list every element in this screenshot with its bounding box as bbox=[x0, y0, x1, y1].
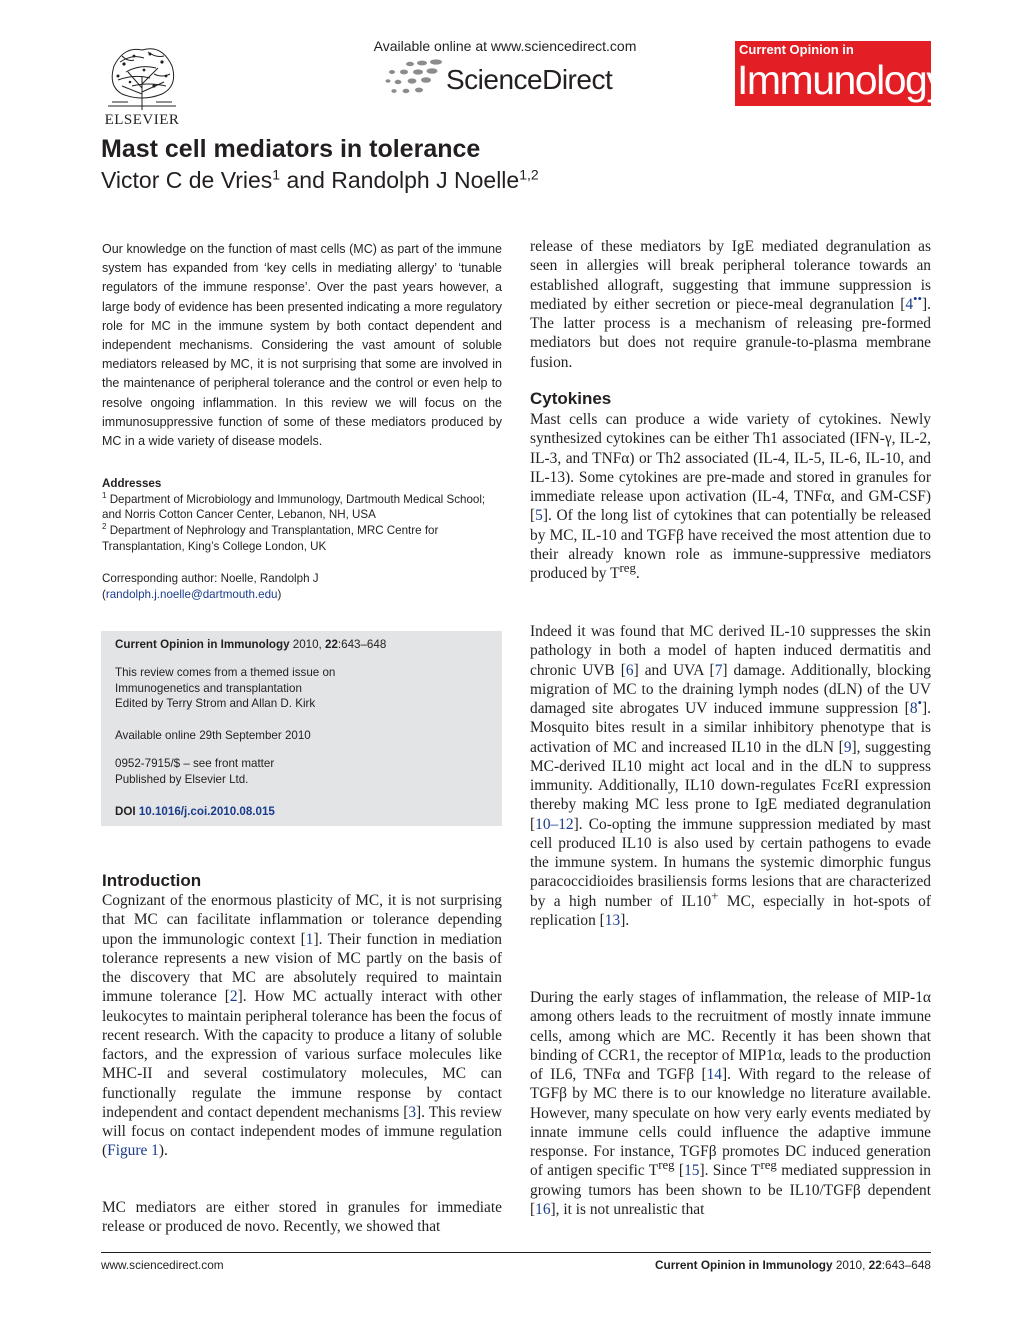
info-volume: 22 bbox=[325, 638, 338, 651]
doi-link[interactable]: 10.1016/j.coi.2010.08.015 bbox=[138, 805, 275, 818]
intro-p1-text-2: ]. Their function in mediation tolerance represents a new vision of MC partly on the basis of the discovery that MC are absolutely required to maintain immune tolerance [ bbox=[102, 930, 502, 1006]
info-journal: Current Opinion in Immunology bbox=[115, 638, 290, 651]
treg-sup-3: reg bbox=[760, 1158, 777, 1173]
ref-13[interactable]: 13 bbox=[604, 911, 621, 929]
cyto-p2-text-2: ] and UVA [ bbox=[633, 661, 715, 679]
intro-p1-text-1: Cognizant of the enormous plasticity of MC, it is not surprising that MC can facilitate inflammation or tolerance depending upon the immunologic context [ bbox=[102, 892, 502, 948]
sciencedirect-dots-icon bbox=[384, 58, 446, 98]
info-theme-line1: This review comes from a themed issue on bbox=[115, 666, 336, 679]
ref-6[interactable]: 6 bbox=[625, 661, 634, 679]
addresses-heading: Addresses bbox=[102, 477, 162, 490]
corresponding-email-link[interactable]: randolph.j.noelle@dartmouth.edu bbox=[105, 587, 278, 601]
cyto-p3-text-3: [ bbox=[674, 1162, 685, 1180]
sciencedirect-wordmark: ScienceDirect bbox=[446, 64, 613, 95]
footer-pages: :643–648 bbox=[881, 1258, 931, 1272]
cyto-p3-text-6: ], it is not unrealistic that bbox=[550, 1200, 705, 1218]
info-issn: 0952-7915/$ – see front matter bbox=[115, 757, 275, 770]
article-info-box bbox=[101, 631, 502, 826]
address-2-text: Department of Nephrology and Transplantation, MRC Centre for Transplantation, King’s College London, UK bbox=[102, 524, 439, 553]
author-2-affiliation: 1,2 bbox=[519, 166, 539, 183]
author-conjunction: and bbox=[280, 167, 332, 193]
ref-14[interactable]: 14 bbox=[706, 1066, 722, 1083]
cyto-p1-text-1: Mast cells can produce a wide variety of cytokines. Newly synthesized cytokines can be either Th1 associated (IFN-γ, IL-2, IL-3, and TNFα) or Th2 associated (IL-4, IL-5, IL-6, IL-10, and IL-13). Some cytokines are pre-made and stored in granules for immediate release upon activation (IL-4, TNFα, and GM-CSF) [ bbox=[530, 411, 931, 525]
publisher-name: ELSEVIER bbox=[104, 112, 180, 128]
email-close-paren: ) bbox=[277, 587, 282, 601]
authors bbox=[101, 167, 539, 194]
info-pages: :643–648 bbox=[337, 638, 387, 651]
addresses bbox=[102, 476, 502, 555]
ref-15[interactable]: 15 bbox=[684, 1162, 700, 1180]
corresponding-author-email-line bbox=[102, 587, 502, 603]
footer-year: 2010, bbox=[832, 1258, 869, 1272]
footer-divider bbox=[101, 1252, 931, 1253]
corresponding-author bbox=[102, 571, 502, 602]
footer-volume: 22 bbox=[868, 1258, 882, 1272]
treg-sup-2: reg bbox=[658, 1158, 675, 1173]
cytokines-heading: Cytokines bbox=[530, 389, 612, 408]
cyto-p2-text-8: ]. bbox=[620, 911, 630, 929]
journal-logo-main: Immunology bbox=[737, 57, 946, 103]
cyto-p2-text-4: ]. Mosquito bites result in a similar inhibitory phenotype that is activation of MC and increased IL10 in the dLN [ bbox=[530, 700, 931, 756]
info-doi bbox=[115, 804, 495, 820]
right-p1-text-1: release of these mediators by IgE mediated degranulation as seen in allergies will break peripheral tolerance towards an established allograft, suggesting that immune suppression is mediated by either secretion or piece-meal degranulation [ bbox=[530, 238, 931, 313]
address-2 bbox=[102, 523, 502, 554]
info-published: Published by Elsevier Ltd. bbox=[115, 772, 249, 786]
article-title: Mast cell mediators in tolerance bbox=[101, 135, 481, 163]
ref-9[interactable]: 9 bbox=[843, 738, 852, 756]
ref-3[interactable]: 3 bbox=[408, 1103, 417, 1121]
doi-label: DOI bbox=[115, 805, 136, 818]
available-online-text[interactable]: Available online at www.sciencedirect.com bbox=[373, 38, 637, 54]
author-1-affiliation: 1 bbox=[272, 166, 281, 183]
intro-paragraph-1 bbox=[102, 891, 502, 1161]
figure-1-link[interactable]: Figure 1 bbox=[107, 1142, 159, 1160]
intro-p1-text-3: ]. How MC actually interact with other leukocytes to maintain peripheral tolerance has been the focus of recent research. With the capacity to produce a litany of soluble factors, and the expression of various surface molecules like MHC-II and several costimulatory molecules, MC can functionally regulate the immune response by contact independent and contact dependent mechanisms [ bbox=[102, 988, 502, 1121]
cyto-p2-text-5: ], suggesting MC-derived IL10 might act local and in the dLN to suppress immunity. Additionally, IL10 down-regulates FcεRI expression thereby making MC less prone to IgE mediated degranulation [ bbox=[530, 738, 931, 833]
ref-5[interactable]: 5 bbox=[535, 507, 543, 525]
address-1-number: 1 bbox=[102, 490, 107, 500]
sciencedirect-logo[interactable] bbox=[384, 58, 644, 102]
ref-4-importance: •• bbox=[913, 291, 923, 306]
treg-sup: reg bbox=[619, 560, 636, 575]
introduction-heading: Introduction bbox=[102, 871, 202, 890]
address-2-number: 2 bbox=[102, 522, 107, 532]
ref-16[interactable]: 16 bbox=[535, 1200, 551, 1218]
cyto-p3-text-4: ]. Since T bbox=[699, 1162, 761, 1180]
author-1[interactable]: Victor C de Vries bbox=[101, 167, 273, 193]
info-theme bbox=[115, 665, 495, 712]
info-year: 2010, bbox=[289, 638, 326, 651]
info-theme-line2: Immunogenetics and transplantation bbox=[115, 681, 302, 695]
cyto-p2-text-6: ]. Co-opting the immune suppression mediated by mast cell produced IL10 is also used by certain pathogens to evade the immune system. In humans the systemic dimorphic fungus paracoccidioides brasiliensis forms lesions that are characterized by a high number of IL10 bbox=[530, 815, 931, 910]
right-p1-text-2: ]. The latter process is a mechanism of releasing pre-formed mediators but does not require granule-to-plasma membrane fusion. bbox=[530, 295, 931, 371]
intro-paragraph-2: MC mediators are either stored in granules for immediate release or produced de novo. Recently, we showed that bbox=[102, 1199, 502, 1236]
abstract: Our knowledge on the function of mast cells (MC) as part of the immune system has expanded from ‘key cells in mediating allergy’ to ‘tunable regulators of the immune response’. Over the past years however, a large body of evidence has been presented indicating a more regulatory role for MC in the immune system by both contact dependent and independent mechanisms. Considering the vast amount of soluble mediators released by MC, it is not surprising that some are involved in the maintenance of peripheral tolerance and the control or even help to resolve ongoing inflammation. In this review we will focus on the immunosuppressive function of some of these mediators produced by MC in a wide variety of disease models. bbox=[102, 242, 502, 449]
footer-journal: Current Opinion in Immunology bbox=[654, 1258, 833, 1272]
ref-1[interactable]: 1 bbox=[305, 930, 314, 948]
ref-2[interactable]: 2 bbox=[229, 988, 238, 1006]
cyto-p1-text-3: . bbox=[635, 565, 640, 582]
ref-4[interactable]: 4 bbox=[905, 295, 914, 313]
intro-p1-text-4: ]. This review will focus on contact independent modes of immune regulation ( bbox=[102, 1103, 502, 1160]
cyto-p3-text-5: mediated suppression in growing tumors has been shown to be IL10/TGFβ dependent [ bbox=[530, 1162, 931, 1218]
info-citation bbox=[115, 637, 495, 653]
elsevier-logo bbox=[100, 42, 184, 130]
ref-8[interactable]: 8 bbox=[909, 700, 918, 717]
il10-plus-sup: + bbox=[711, 888, 719, 903]
address-1 bbox=[102, 492, 502, 523]
elsevier-tree-icon bbox=[104, 42, 180, 110]
corresponding-author-label: Corresponding author: Noelle, Randolph J bbox=[102, 572, 319, 585]
intro-p1-text-5: ). bbox=[158, 1142, 168, 1160]
cyto-p2-text-7: MC, especially in hot-spots of replication [ bbox=[530, 892, 931, 929]
cyto-p3-text-2: ]. With regard to the release of TGFβ by MC there is to our knowledge no literature available. However, many speculate on how very early events mediated by innate immune cells could influence the adaptive immune response. For instance, TGFβ promotes DC induced generation of antigen specific T bbox=[530, 1066, 931, 1180]
footer-citation bbox=[655, 1258, 931, 1272]
ref-8-importance: • bbox=[917, 695, 923, 710]
address-1-text: Department of Microbiology and Immunology, Dartmouth Medical School; and Norris Cotton Cancer Center, Lebanon, NH, USA bbox=[102, 492, 486, 522]
ref-7[interactable]: 7 bbox=[714, 661, 723, 679]
cyto-p2-text-1: Indeed it was found that MC derived IL-10 suppresses the skin pathology in both a model of hapten induced dermatitis and chronic UVB [ bbox=[530, 623, 931, 679]
cytokines-paragraph-2 bbox=[530, 622, 931, 930]
info-available: Available online 29th September 2010 bbox=[115, 729, 311, 742]
cyto-p3-text-1: During the early stages of inflammation, the release of MIP-1α among others leads to the recruitment of mostly innate immune cells, among which are MC. Recently it has been shown that binding of CCR1, the receptor of MIP1α, leads to the production of IL6, TNFα and TGFβ [ bbox=[530, 989, 931, 1083]
email-open-paren: ( bbox=[102, 587, 106, 601]
info-theme-line3: Edited by Terry Strom and Allan D. Kirk bbox=[115, 697, 316, 710]
cytokines-paragraph-3 bbox=[530, 988, 931, 1219]
footer-url[interactable]: www.sciencedirect.com bbox=[101, 1258, 224, 1272]
author-2[interactable]: Randolph J Noelle bbox=[331, 167, 520, 193]
info-copyright bbox=[115, 756, 495, 787]
cyto-p2-text-3: ] damage. Additionally, blocking migration of MC to the draining lymph nodes (dLN) of the UV damaged site abrogates UV induced immune suppression [ bbox=[530, 661, 932, 717]
cytokines-paragraph-1 bbox=[530, 410, 931, 583]
journal-logo[interactable] bbox=[735, 41, 946, 106]
right-paragraph-1 bbox=[530, 237, 931, 372]
journal-logo-top: Current Opinion in bbox=[739, 42, 854, 57]
ref-10-12[interactable]: 10–12 bbox=[535, 815, 574, 833]
cyto-p1-text-2: ]. Of the long list of cytokines that can potentially be released by MC, IL-10 and TGFβ have received the most attention due to their already known role as immune-suppressive mediators produced by T bbox=[530, 507, 931, 582]
